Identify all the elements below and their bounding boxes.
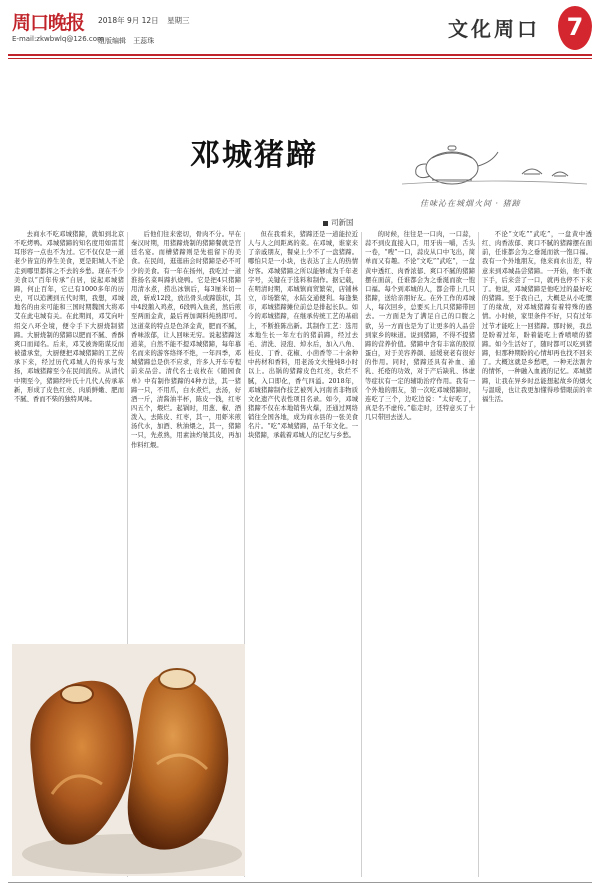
- article-column-4: 的时候，往往是一口肉，一口蒜，蒜不到皮直接入口，用牙齿一嚼，舌头一卷，“嗖”一口，蒜皮从口中飞出，简单而又有趣。不论“文吃”“武吃”，一盘黄中透红、肉香浓郁、爽口不腻的猪蹄摆在面前，任谁都会为之垂涎而欲一饱口福。每个到邓城的人，都会带上几只猪蹄，送给亲朋好友。在外工作的邓城人，每次回乡，总要买上几只猪蹄带回去。一方面是为了满足自己的口腹之欲，另一方面也是为了让更多的人品尝到家乡的味道。说到猪蹄，不得不提猪蹄的营养价值。猪蹄中含有丰富的胶原蛋白，对于美容养颜、延缓衰老有很好的作用。同时，猪蹄还具有补血、通乳、托疮的功效，对于产后缺乳、体虚等症状有一定的辅助治疗作用。我有一个外地的朋友，第一次吃邓城猪蹄时，连吃了三个，边吃边说：“太好吃了，真是名不虚传。”临走时，还特意买了十几只带回去送人。: [365, 231, 475, 422]
- article-title: 邓城猪蹄: [190, 138, 318, 173]
- weekday: 星期三: [167, 16, 190, 25]
- byline: [323, 217, 354, 228]
- article-column-3: 但在我看来，猪蹄还是一道能拉近人与人之间距离的菜。在邓城，谁家来了亲戚朋友，餐桌上少不了一盘猪蹄。哪怕只是一小块，也表达了主人的热情好客。邓城猪蹄之所以能够成为千年老字号，关键在于选料和制作。据记载，在明清时期，邓城镇商贸繁荣，店铺林立，市场繁荣，水陆交通便利。每逢集市，邓城猪蹄摊位前总是排起长队。如今的邓城猪蹄，在继承传统工艺的基础上，不断推陈出新。其制作工艺：选用本地生长一年左右的猪前蹄，经过去毛、清洗、浸泡、焯水后，加入八角、桂皮、丁香、花椒、小茴香等二十余种中药材和香料，用老汤文火慢炖8小时以上。出锅的猪蹄皮色红亮，软烂不腻，入口即化，香气四溢。2018年，邓城猪蹄制作技艺被列入河南省非物质文化遗产代表性项目名录。如今，邓城猪蹄不仅在本地销售火爆，还通过网络销往全国各地，成为商水县的一张美食名片。“吃”邓城猪蹄，品千年文化。一块猪蹄，承载着邓城人的记忆与乡愁。: [248, 231, 358, 440]
- column-divider: [478, 232, 479, 877]
- section-title: 文化周口: [448, 17, 540, 41]
- header-rule-thin: [8, 58, 592, 59]
- date: 2018年 9月 12日: [98, 16, 159, 25]
- teapot-illustration-icon: [392, 118, 592, 198]
- page-number-badge: [558, 6, 592, 50]
- article-column-5: 不论“文吃”“武吃”，一盘黄中透红、肉香浓郁、爽口不腻的猪蹄摆在面前，任谁都会为之垂涎而欲一饱口福。我有一个外地朋友，他来商水出差，特意来到邓城品尝猪蹄。一开始，他不敢下手，后来尝了一口，就再也停不下来了。他说，邓城猪蹄是他吃过的最好吃的猪蹄。至于我自己，大概是从小吃惯了的缘故，对邓城猪蹄有着特殊的感情。小时候，家里条件不好，只有过年过节才能吃上一回猪蹄。那时候，我总是盼着过年，盼着能吃上香喷喷的猪蹄。如今生活好了，随时都可以吃到猪蹄，但那种期盼的心情却再也找不回来了。大概这就是乡愁吧，一种无法割舍的情怀，一种融入血液的记忆。邓城猪蹄，让我在异乡时总能想起故乡的烟火与温暖，也让我更加懂得珍惜眼前的幸福生活。: [482, 231, 592, 403]
- column-divider: [361, 232, 362, 877]
- masthead: 周口晚报: [12, 12, 85, 34]
- editor-label: 组版编辑: [98, 37, 126, 45]
- editor-line: [98, 36, 159, 46]
- calligraphy-caption: 佳味沁在城烟火间 · 猪蹄: [420, 199, 521, 208]
- dateline: [98, 15, 196, 26]
- editor-name: 王蕊珠: [133, 37, 155, 45]
- header-rule: [8, 54, 592, 56]
- email-line: E-mail:zkwbwlq@126.com: [12, 35, 104, 43]
- article-column-2: 后他们往来密切，骨肉不分。早在秦汉时期，用猪蹄烧制的猪蹄餐就是宫廷名宴。而槽猪蹄则是先祖留下的美食。在民间，逛逛庙会时猪蹄是必不可少的美食。有一年在扬州，我吃过一道淮扬名菜叫蹄扒烧鸭。它是把4只猪蹄用清水煮，捞出冰镇后，每3厘米切一段，斩成12段，放出骨头或蹄筋状，其中4段鹅入鸡煮，6段鸭入鱼煮，然后煎至两面金黄，最后再加调料炖熟即可。这道菜的特点是色泽金黄，肥而不腻，香味浓郁，让人回味无穷。说起猪蹄这道菜，自然不能不提邓城猪蹄，每年慕名而来的游客络绎不绝，一年四季，邓城猪蹄总是供不应求，许多人开车专程前来品尝。清代名士袁枚在《随园食单》中有制作猪蹄的4种方法，其一猪蹄一只，不用爪，白水煮烂，去汤，好酒一斤，清酱油半杯，陈皮一钱，红枣四五个，煨烂。起锅时，用葱、椒、酒泼入，去陈皮、红枣，其一，用虾米煎汤代水，加酒、秋油煨之，其一，猪蹄一只，先煮熟，用素油灼皱其皮，再加作料红煨。: [131, 231, 241, 449]
- footer-rule: [8, 882, 592, 883]
- byline-author: 司新国: [331, 218, 354, 227]
- article-column-1: 去商水不吃邓城猪蹄，就如到北京不吃烤鸭。邓城猪蹄的知名度用如雷贯耳形容一点也不为过。它不仅仅是一道老少皆宜的养生美食，更是阳城人不论走到哪里都挥之不去的乡愁。现在不少美食以“百年传承”自居，说起邓城猪蹄，何止百年，它已有1000多年的历史，可以追溯到五代时期，我想，邓城地名的由来可能和三国时期魏国大将邓艾在此屯城有关。在此期间，邓艾向叶绍交八环全境，便令手下大厨烧制猪蹄。大厨烧制的猪蹄以肥而不腻、香酥爽口而闻名。后来，邓艾被谗陷谋反而被遣承堂，大厨便把邓城猪蹄的工艺传承下来，经过历代邓城人的传承与发扬，邓城猪蹄至今在民间流传。从清代中期至今，猪蹄经叶氏十几代人传承革新，形成了皮色红亮、肉质鲜嫩、肥而不腻、香而不柴的独特风味。: [14, 231, 124, 403]
- byline-square-icon: [323, 221, 328, 226]
- page-number: 7: [566, 13, 584, 41]
- page-header: [8, 6, 592, 52]
- pig-trotter-photo: [12, 644, 245, 876]
